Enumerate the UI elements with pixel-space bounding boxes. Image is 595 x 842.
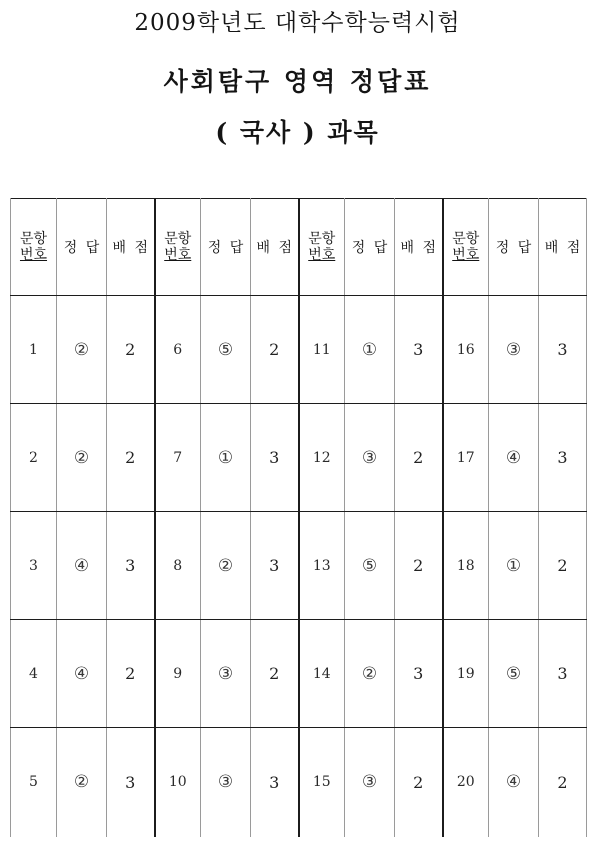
table-row [11, 296, 587, 404]
question-number-cell: 1 [11, 296, 57, 404]
header-points: 배 점 [395, 199, 443, 296]
question-number-cell: 19 [443, 620, 489, 728]
header-points: 배 점 [539, 199, 587, 296]
answer-cell: ① [201, 404, 251, 512]
header-question-number-bottom: 번호 [19, 247, 48, 263]
question-number-cell: 9 [155, 620, 201, 728]
points-cell: 3 [395, 620, 443, 728]
table-row [11, 620, 587, 728]
header-question-number-top: 문항 [308, 231, 336, 247]
header-answer: 정 답 [201, 199, 251, 296]
header-answer: 정 답 [489, 199, 539, 296]
answer-cell: ② [201, 512, 251, 620]
question-number-cell: 20 [443, 728, 489, 837]
points-cell: 3 [539, 620, 587, 728]
answer-cell: ③ [345, 728, 395, 837]
question-number-cell: 8 [155, 512, 201, 620]
header-question-number-top: 문항 [164, 231, 192, 247]
points-cell: 2 [107, 296, 155, 404]
points-cell: 2 [395, 512, 443, 620]
points-cell: 2 [539, 512, 587, 620]
table-row [11, 404, 587, 512]
question-number-cell: 18 [443, 512, 489, 620]
table-row [11, 728, 587, 837]
answer-cell: ⑤ [345, 512, 395, 620]
question-number-cell: 15 [299, 728, 345, 837]
header-answer: 정 답 [345, 199, 395, 296]
header-question-number [443, 199, 489, 296]
header-row [11, 199, 587, 296]
section-title: 사회탐구 영역 정답표 [163, 67, 432, 96]
answer-key-table [10, 198, 587, 837]
answer-cell: ③ [345, 404, 395, 512]
points-cell: 3 [251, 404, 299, 512]
points-cell: 3 [539, 404, 587, 512]
answer-cell: ② [345, 620, 395, 728]
answer-cell: ⑤ [489, 620, 539, 728]
question-number-cell: 3 [11, 512, 57, 620]
table-row [11, 512, 587, 620]
answer-cell: ④ [57, 620, 107, 728]
answer-cell: ② [57, 404, 107, 512]
question-number-cell: 7 [155, 404, 201, 512]
answer-cell: ⑤ [201, 296, 251, 404]
points-cell: 3 [107, 512, 155, 620]
header-question-number-bottom: 번호 [452, 247, 480, 263]
question-number-cell: 13 [299, 512, 345, 620]
points-cell: 2 [395, 404, 443, 512]
subject-title: ( 국사 ) 과목 [215, 118, 380, 147]
question-number-cell: 10 [155, 728, 201, 837]
points-cell: 3 [251, 512, 299, 620]
question-number-cell: 5 [11, 728, 57, 837]
header-answer: 정 답 [57, 199, 107, 296]
question-number-cell: 4 [11, 620, 57, 728]
header-question-number [299, 199, 345, 296]
points-cell: 2 [107, 404, 155, 512]
answer-cell: ② [57, 728, 107, 837]
header-question-number-top: 문항 [452, 231, 480, 247]
question-number-cell: 14 [299, 620, 345, 728]
points-cell: 3 [539, 296, 587, 404]
answer-cell: ② [57, 296, 107, 404]
points-cell: 2 [395, 728, 443, 837]
answer-cell: ④ [489, 728, 539, 837]
header-question-number [155, 199, 201, 296]
answer-cell: ① [345, 296, 395, 404]
question-number-cell: 16 [443, 296, 489, 404]
points-cell: 2 [251, 296, 299, 404]
question-number-cell: 6 [155, 296, 201, 404]
exam-title: 2009학년도 대학수학능력시험 [134, 10, 461, 36]
header-question-number-bottom: 번호 [164, 247, 192, 263]
header-points: 배 점 [251, 199, 299, 296]
header-question-number [11, 199, 57, 296]
answer-cell: ③ [201, 728, 251, 837]
header-question-number-bottom: 번호 [308, 247, 336, 263]
points-cell: 3 [395, 296, 443, 404]
header-points: 배 점 [107, 199, 155, 296]
answer-cell: ③ [201, 620, 251, 728]
question-number-cell: 17 [443, 404, 489, 512]
answer-cell: ① [489, 512, 539, 620]
points-cell: 2 [539, 728, 587, 837]
points-cell: 3 [251, 728, 299, 837]
question-number-cell: 12 [299, 404, 345, 512]
question-number-cell: 2 [11, 404, 57, 512]
question-number-cell: 11 [299, 296, 345, 404]
answer-cell: ③ [489, 296, 539, 404]
header-question-number-top: 문항 [19, 231, 48, 247]
points-cell: 2 [107, 620, 155, 728]
answer-cell: ④ [57, 512, 107, 620]
points-cell: 2 [251, 620, 299, 728]
answer-cell: ④ [489, 404, 539, 512]
points-cell: 3 [107, 728, 155, 837]
